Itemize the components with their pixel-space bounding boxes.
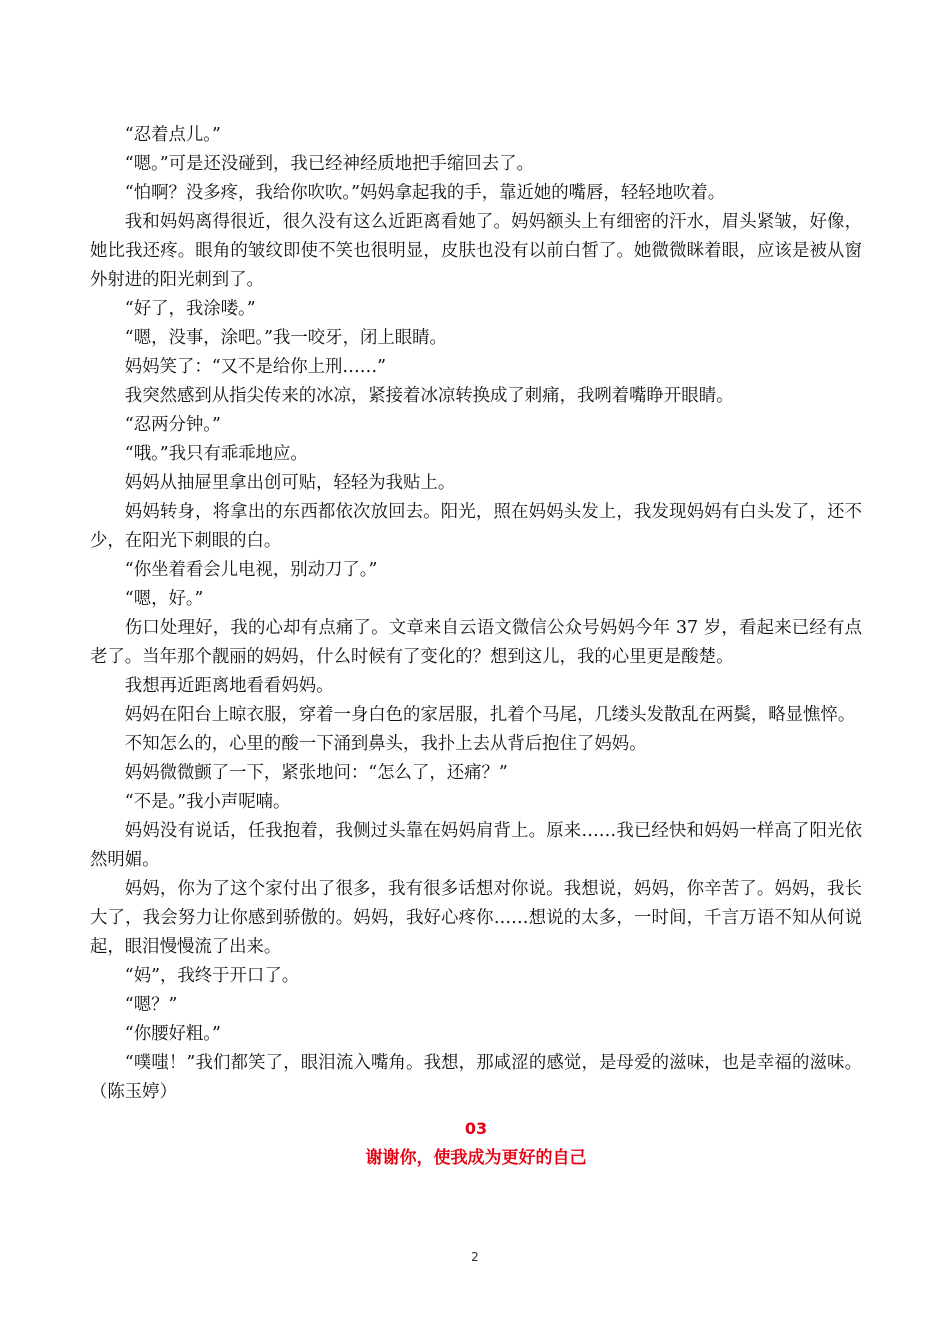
paragraph: “不是。”我小声呢喃。	[124, 792, 291, 812]
paragraph: 妈妈从抽屉里拿出创可贴，轻轻为我贴上。	[124, 473, 456, 493]
paragraph: “你坐着看会儿电视，别动刀了。”	[124, 560, 378, 580]
paragraph: “哦。”我只有乖乖地应。	[124, 444, 308, 464]
paragraph: 我突然感到从指尖传来的冰凉，紧接着冰凉转换成了刺痛，我咧着嘴睁开眼睛。	[124, 386, 734, 406]
paragraph: “妈”，我终于开口了。	[124, 966, 300, 986]
paragraph: 妈妈，你为了这个家付出了很多，我有很多话想对你说。我想说，妈妈，你辛苦了。妈妈，我长大了，我会努力让你感到骄傲的。妈妈，我好心疼你……想说的太多，一时间，千言万语不知从何说起，眼泪慢慢流了出来。	[90, 879, 862, 957]
paragraph: “嗯。”可是还没碰到，我已经神经质地把手缩回去了。	[124, 154, 534, 174]
paragraph: 我想再近距离地看看妈妈。	[124, 676, 334, 696]
paragraph: “怕啊？没多疼，我给你吹吹。”妈妈拿起我的手，靠近她的嘴唇，轻轻地吹着。	[124, 183, 726, 203]
section-title: 谢谢你，使我成为更好的自己	[365, 1148, 587, 1168]
paragraph: “好了，我涂喽。”	[124, 299, 256, 319]
paragraph: 我和妈妈离得很近，很久没有这么近距离看她了。妈妈额头上有细密的汗水，眉头紧皱，好像，她比我还疼。眼角的皱纹即使不笑也很明显，皮肤也没有以前白皙了。她微微眯着眼，应该是被从窗外射进的阳光刺到了。	[90, 212, 862, 290]
article-body	[90, 121, 862, 1173]
paragraph: 伤口处理好，我的心却有点痛了。文章来自云语文微信公众号妈妈今年 37 岁，看起来已经有点老了。当年那个靓丽的妈妈，什么时候有了变化的？想到这儿，我的心里更是酸楚。	[90, 618, 862, 667]
section-number: 03	[464, 1119, 488, 1138]
paragraph: 不知怎么的，心里的酸一下涌到鼻头，我扑上去从背后抱住了妈妈。	[124, 734, 647, 754]
paragraph: “忍着点儿。”	[124, 125, 221, 145]
page-number: 2	[471, 1250, 479, 1264]
paragraph: “你腰好粗。”	[124, 1024, 221, 1044]
paragraph: “嗯？”	[124, 995, 178, 1015]
paragraph: 妈妈转身，将拿出的东西都依次放回去。阳光，照在妈妈头发上，我发现妈妈有白头发了，还不少，在阳光下刺眼的白。	[90, 502, 862, 551]
paragraph: “嗯，好。”	[124, 589, 204, 609]
paragraph: 妈妈没有说话，任我抱着，我侧过头靠在妈妈肩背上。原来……我已经快和妈妈一样高了阳光依然明媚。	[90, 821, 862, 870]
paragraph: 妈妈在阳台上晾衣服，穿着一身白色的家居服，扎着个马尾，几缕头发散乱在两鬓，略显憔悴。	[124, 705, 856, 725]
paragraph: “噗嗤！”我们都笑了，眼泪流入嘴角。我想，那咸涩的感觉，是母爱的滋味，也是幸福的滋味。 （陈玉婷）	[90, 1053, 862, 1102]
paragraph: “嗯，没事，涂吧。”我一咬牙，闭上眼睛。	[124, 328, 447, 348]
paragraph: 妈妈笑了：“又不是给你上刑……”	[124, 357, 387, 377]
paragraph: “忍两分钟。”	[124, 415, 221, 435]
paragraph: 妈妈微微颤了一下，紧张地问：“怎么了，还痛？”	[124, 763, 508, 783]
